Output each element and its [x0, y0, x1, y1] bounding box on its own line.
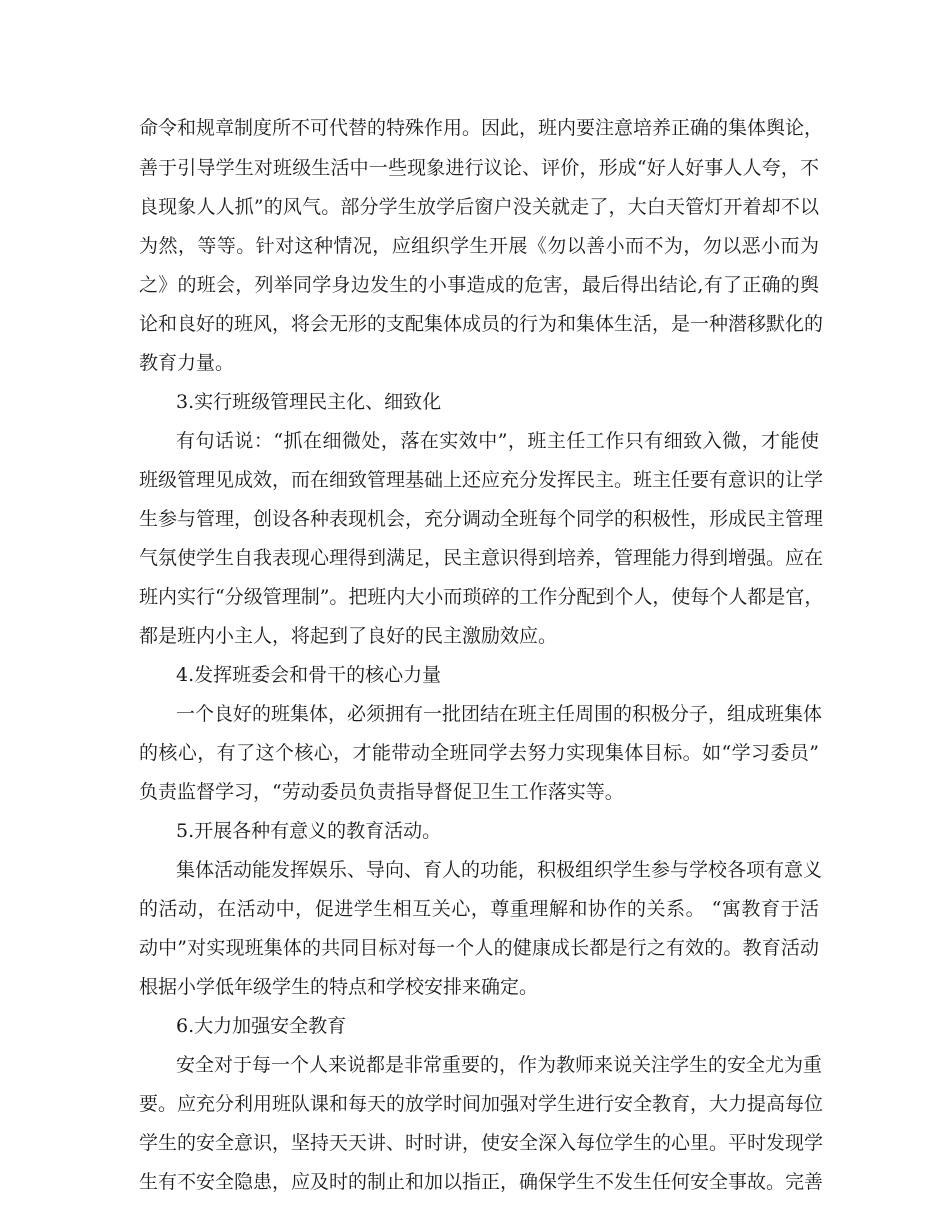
text-line: 为然，等等。针对这种情况，应组织学生开展《勿以善小而不为，勿以恶小而为: [139, 235, 819, 257]
section-heading: 5.开展各种有意义的教育活动。: [176, 820, 442, 842]
text-line: 命令和规章制度所不可代替的特殊作用。因此，班内要注意培养正确的集体舆论，: [139, 117, 824, 139]
section-heading: 4.发挥班委会和骨干的核心力量: [176, 664, 442, 686]
paragraph-first-line: 有句话说：“抓在细微处，落在实效中”，班主任工作只有细致入微，才能使: [176, 430, 819, 452]
text-line: 教育力量。: [139, 352, 235, 374]
text-line: 良现象人人抓”的风气。部分学生放学后窗户没关就走了，大白天管灯开着却不以: [139, 196, 819, 218]
paragraph-first-line: 一个良好的班集体，必须拥有一批团结在班主任周围的积极分子，组成班集体: [176, 703, 823, 725]
text-line: 的活动，在活动中，促进学生相互关心，尊重理解和协作的关系。 “寓教育于活: [139, 898, 819, 920]
text-line: 动中”对实现班集体的共同目标对每一个人的健康成长都是行之有效的。教育活动: [139, 937, 819, 959]
text-line: 的核心，有了这个核心，才能带动全班同学去努力实现集体目标。如“学习委员”: [139, 742, 819, 764]
section-heading: 3.实行班级管理民主化、细致化: [176, 391, 442, 413]
text-line: 负责监督学习，“劳动委员负责指导督促卫生工作落实等。: [139, 781, 624, 803]
paragraph-first-line: 集体活动能发挥娱乐、导向、育人的功能，积极组织学生参与学校各项有意义: [176, 859, 823, 881]
text-line: 之》的班会，列举同学身边发生的小事造成的危害，最后得出结论,有了正确的舆: [139, 274, 819, 296]
text-line: 班级管理见成效，而在细致管理基础上还应充分发挥民主。班主任要有意识的让学: [139, 469, 824, 491]
text-line: 班内实行“分级管理制”。把班内大小而琐碎的工作分配到个人，使每个人都是官，: [139, 586, 824, 608]
text-line: 善于引导学生对班级生活中一些现象进行议论、评价，形成“好人好事人人夸，不: [139, 157, 819, 179]
text-line: 学生的安全意识，坚持天天讲、时时讲，使安全深入每位学生的心里。平时发现学: [139, 1132, 824, 1154]
paragraph-first-line: 安全对于每一个人来说都是非常重要的，作为教师来说关注学生的安全尤为重: [176, 1054, 823, 1076]
section-heading: 6.大力加强安全教育: [176, 1015, 347, 1037]
text-line: 生参与管理，创设各种表现机会，充分调动全班每个同学的积极性，形成民主管理: [139, 508, 824, 530]
text-line: 根据小学低年级学生的特点和学校安排来确定。: [139, 976, 539, 998]
text-line: 论和良好的班风，将会无形的支配集体成员的行为和集体生活，是一种潜移默化的: [139, 313, 824, 335]
text-line: 要。应充分利用班队课和每天的放学时间加强对学生进行安全教育，大力提高每位: [139, 1093, 824, 1115]
text-line: 气氛使学生自我表现心理得到满足，民主意识得到培养，管理能力得到增强。应在: [139, 547, 824, 569]
text-line: 都是班内小主人，将起到了良好的民主激励效应。: [139, 625, 558, 647]
text-line: 生有不安全隐患，应及时的制止和加以指正，确保学生不发生任何安全事故。完善: [139, 1171, 824, 1193]
